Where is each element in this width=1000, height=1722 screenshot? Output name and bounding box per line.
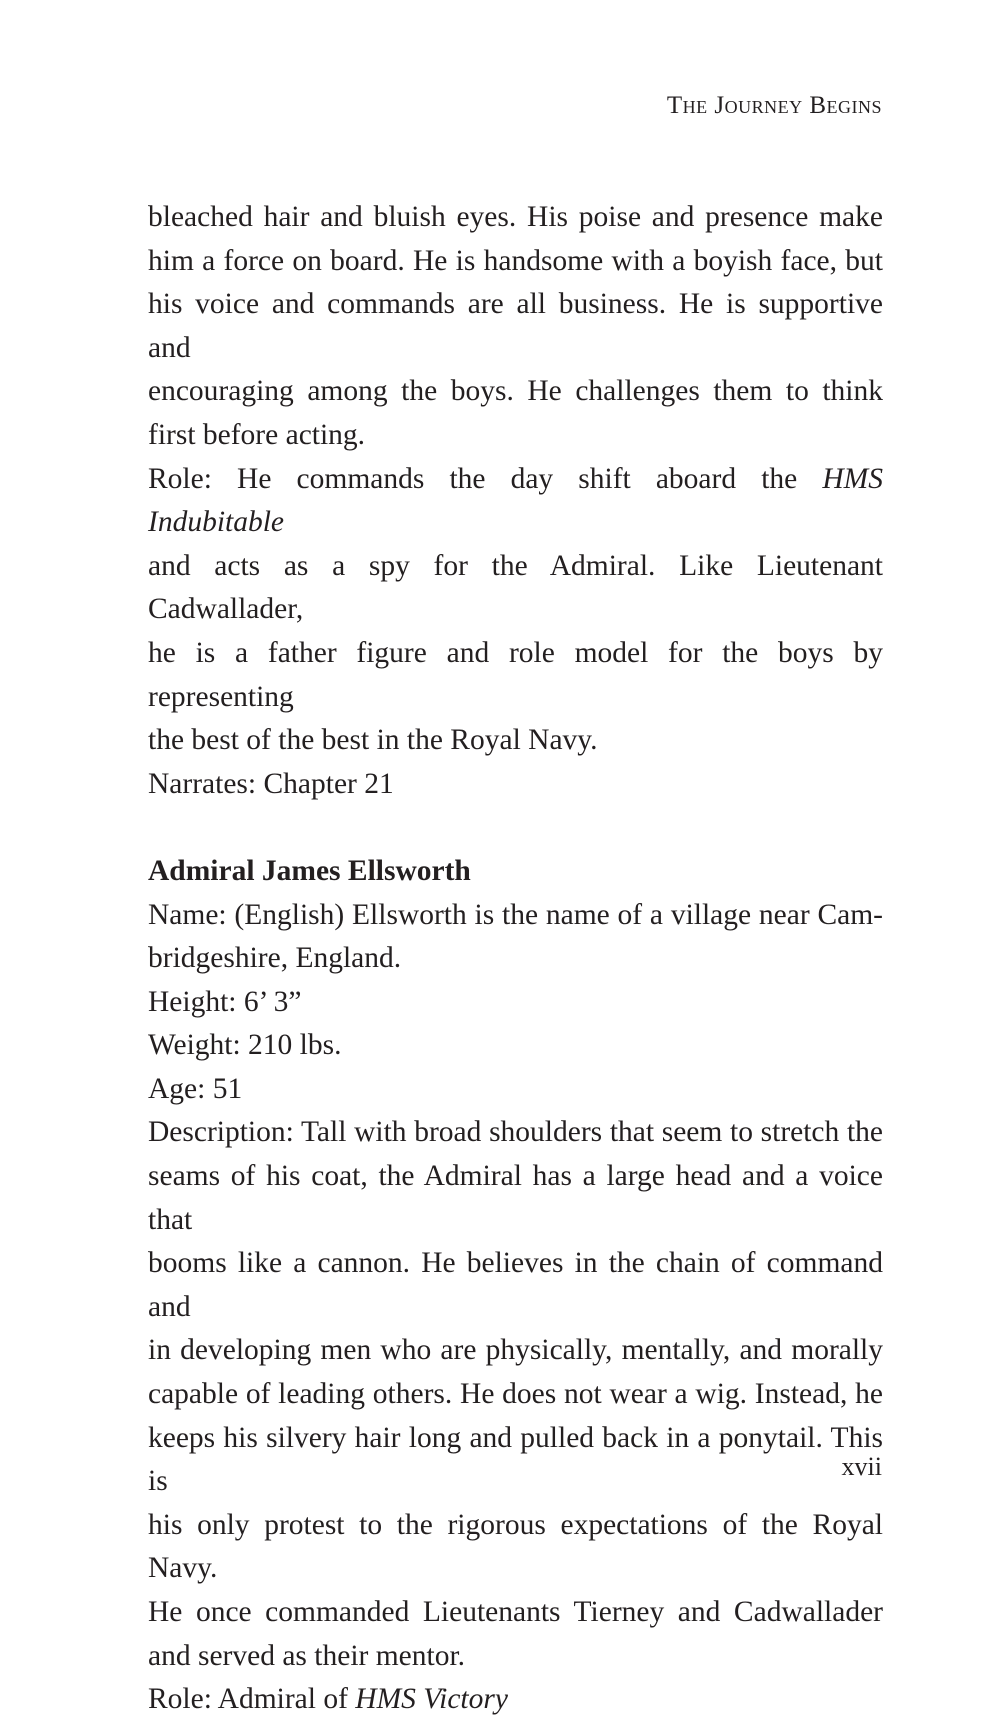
name-line: Name: (English) Ellsworth is the name of a village near Cam- bbox=[148, 898, 883, 931]
ship-name: HMS Indubitable bbox=[148, 462, 883, 539]
text-line: and served as their mentor. bbox=[148, 1639, 466, 1672]
height-line: Height: 6’ 3” bbox=[148, 985, 302, 1018]
text-line: encouraging among the boys. He challenges them to think bbox=[148, 375, 883, 408]
ship-name: HMS Victory bbox=[355, 1683, 508, 1716]
text-line: booms like a cannon. He believes in the chain of command and bbox=[148, 1247, 883, 1323]
role-line bbox=[148, 458, 883, 545]
page-number: xvii bbox=[841, 1452, 882, 1481]
running-head: The Journey Begins bbox=[666, 92, 882, 119]
character-heading: Admiral James Ellsworth bbox=[148, 854, 471, 887]
text-line: and acts as a spy for the Admiral. Like Lieutenant Cadwallader, bbox=[148, 549, 883, 626]
text-line: Description: Tall with broad shoulders that seem to stretch the bbox=[148, 1116, 883, 1149]
text-line: seams of his coat, the Admiral has a large head and a voice that bbox=[148, 1160, 883, 1236]
role-line bbox=[148, 1678, 883, 1722]
role-prefix: Role: He commands the day shift aboard the bbox=[148, 462, 823, 495]
age-line: Age: 51 bbox=[148, 1072, 243, 1105]
text-line: first before acting. bbox=[148, 418, 366, 451]
role-prefix: Role: Admiral of bbox=[148, 1683, 356, 1716]
section-gap bbox=[148, 806, 883, 850]
text-line: he is a father figure and role model for the boys by representing bbox=[148, 636, 883, 713]
text-line: his only protest to the rigorous expectations of the Royal Navy. bbox=[148, 1508, 883, 1585]
text-line: him a force on board. He is handsome with a boyish face, but bbox=[148, 244, 883, 277]
text-line: He once commanded Lieutenants Tierney and Cadwallader bbox=[148, 1596, 883, 1628]
text-line: capable of leading others. He does not wear a wig. Instead, he bbox=[148, 1378, 883, 1411]
text-line: bleached hair and bluish eyes. His poise and presence make bbox=[148, 201, 883, 233]
text-line: the best of the best in the Royal Navy. bbox=[148, 724, 598, 757]
name-line: bridgeshire, England. bbox=[148, 942, 402, 975]
page-body bbox=[148, 196, 883, 1722]
text-line: in developing men who are physically, mentally, and morally bbox=[148, 1334, 883, 1367]
narrates-line: Narrates: Chapter 21 bbox=[148, 767, 394, 800]
text-line: his voice and commands are all business. He is supportive and bbox=[148, 288, 883, 364]
weight-line: Weight: 210 lbs. bbox=[148, 1029, 342, 1062]
text-line: keeps his silvery hair long and pulled back in a ponytail. This is bbox=[148, 1421, 883, 1498]
